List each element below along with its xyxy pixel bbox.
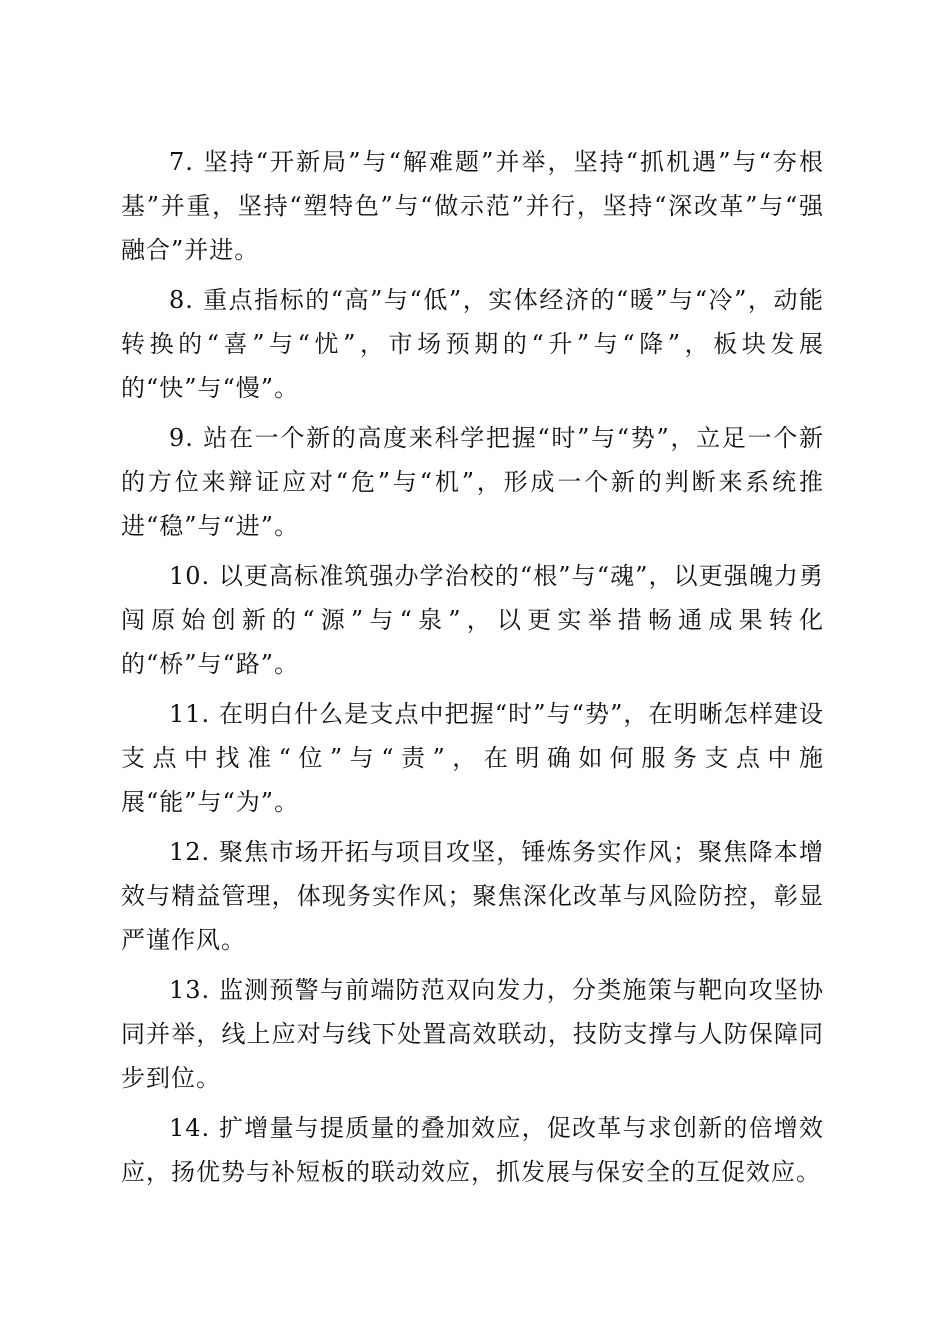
- paragraph-10: 10. 以更高标准筑强办学治校的“根”与“魂”，以更强魄力勇闯原始创新的“源”与“泉”，以更实举措畅通成果转化的“桥”与“路”。: [121, 562, 824, 678]
- paragraph-8: 8. 重点指标的“高”与“低”，实体经济的“暖”与“冷”，动能转换的“喜”与“忧”，市场预期的“升”与“降”，板块发展的“快”与“慢”。: [121, 286, 824, 402]
- paragraph-9: 9. 站在一个新的高度来科学把握“时”与“势”，立足一个新的方位来辩证应对“危”与“机”，形成一个新的判断来系统推进“稳”与“进”。: [121, 424, 824, 540]
- paragraph-11: 11. 在明白什么是支点中把握“时”与“势”，在明晰怎样建设支点中找准“位”与“责”，在明确如何服务支点中施展“能”与“为”。: [121, 700, 824, 816]
- paragraph-12: 12. 聚焦市场开拓与项目攻坚，锤炼务实作风；聚焦降本增效与精益管理，体现务实作风；聚焦深化改革与风险防控，彰显严谨作风。: [121, 838, 824, 954]
- document-body: [121, 140, 824, 1200]
- paragraph-7: 7. 坚持“开新局”与“解难题”并举，坚持“抓机遇”与“夯根基”并重，坚持“塑特色”与“做示范”并行，坚持“深改革”与“强融合”并进。: [121, 148, 824, 264]
- paragraph-13: 13. 监测预警与前端防范双向发力，分类施策与靶向攻坚协同并举，线上应对与线下处置高效联动，技防支撑与人防保障同步到位。: [121, 976, 824, 1092]
- paragraph-14: 14. 扩增量与提质量的叠加效应，促改革与求创新的倍增效应，扬优势与补短板的联动效应，抓发展与保安全的互促效应。: [121, 1114, 824, 1186]
